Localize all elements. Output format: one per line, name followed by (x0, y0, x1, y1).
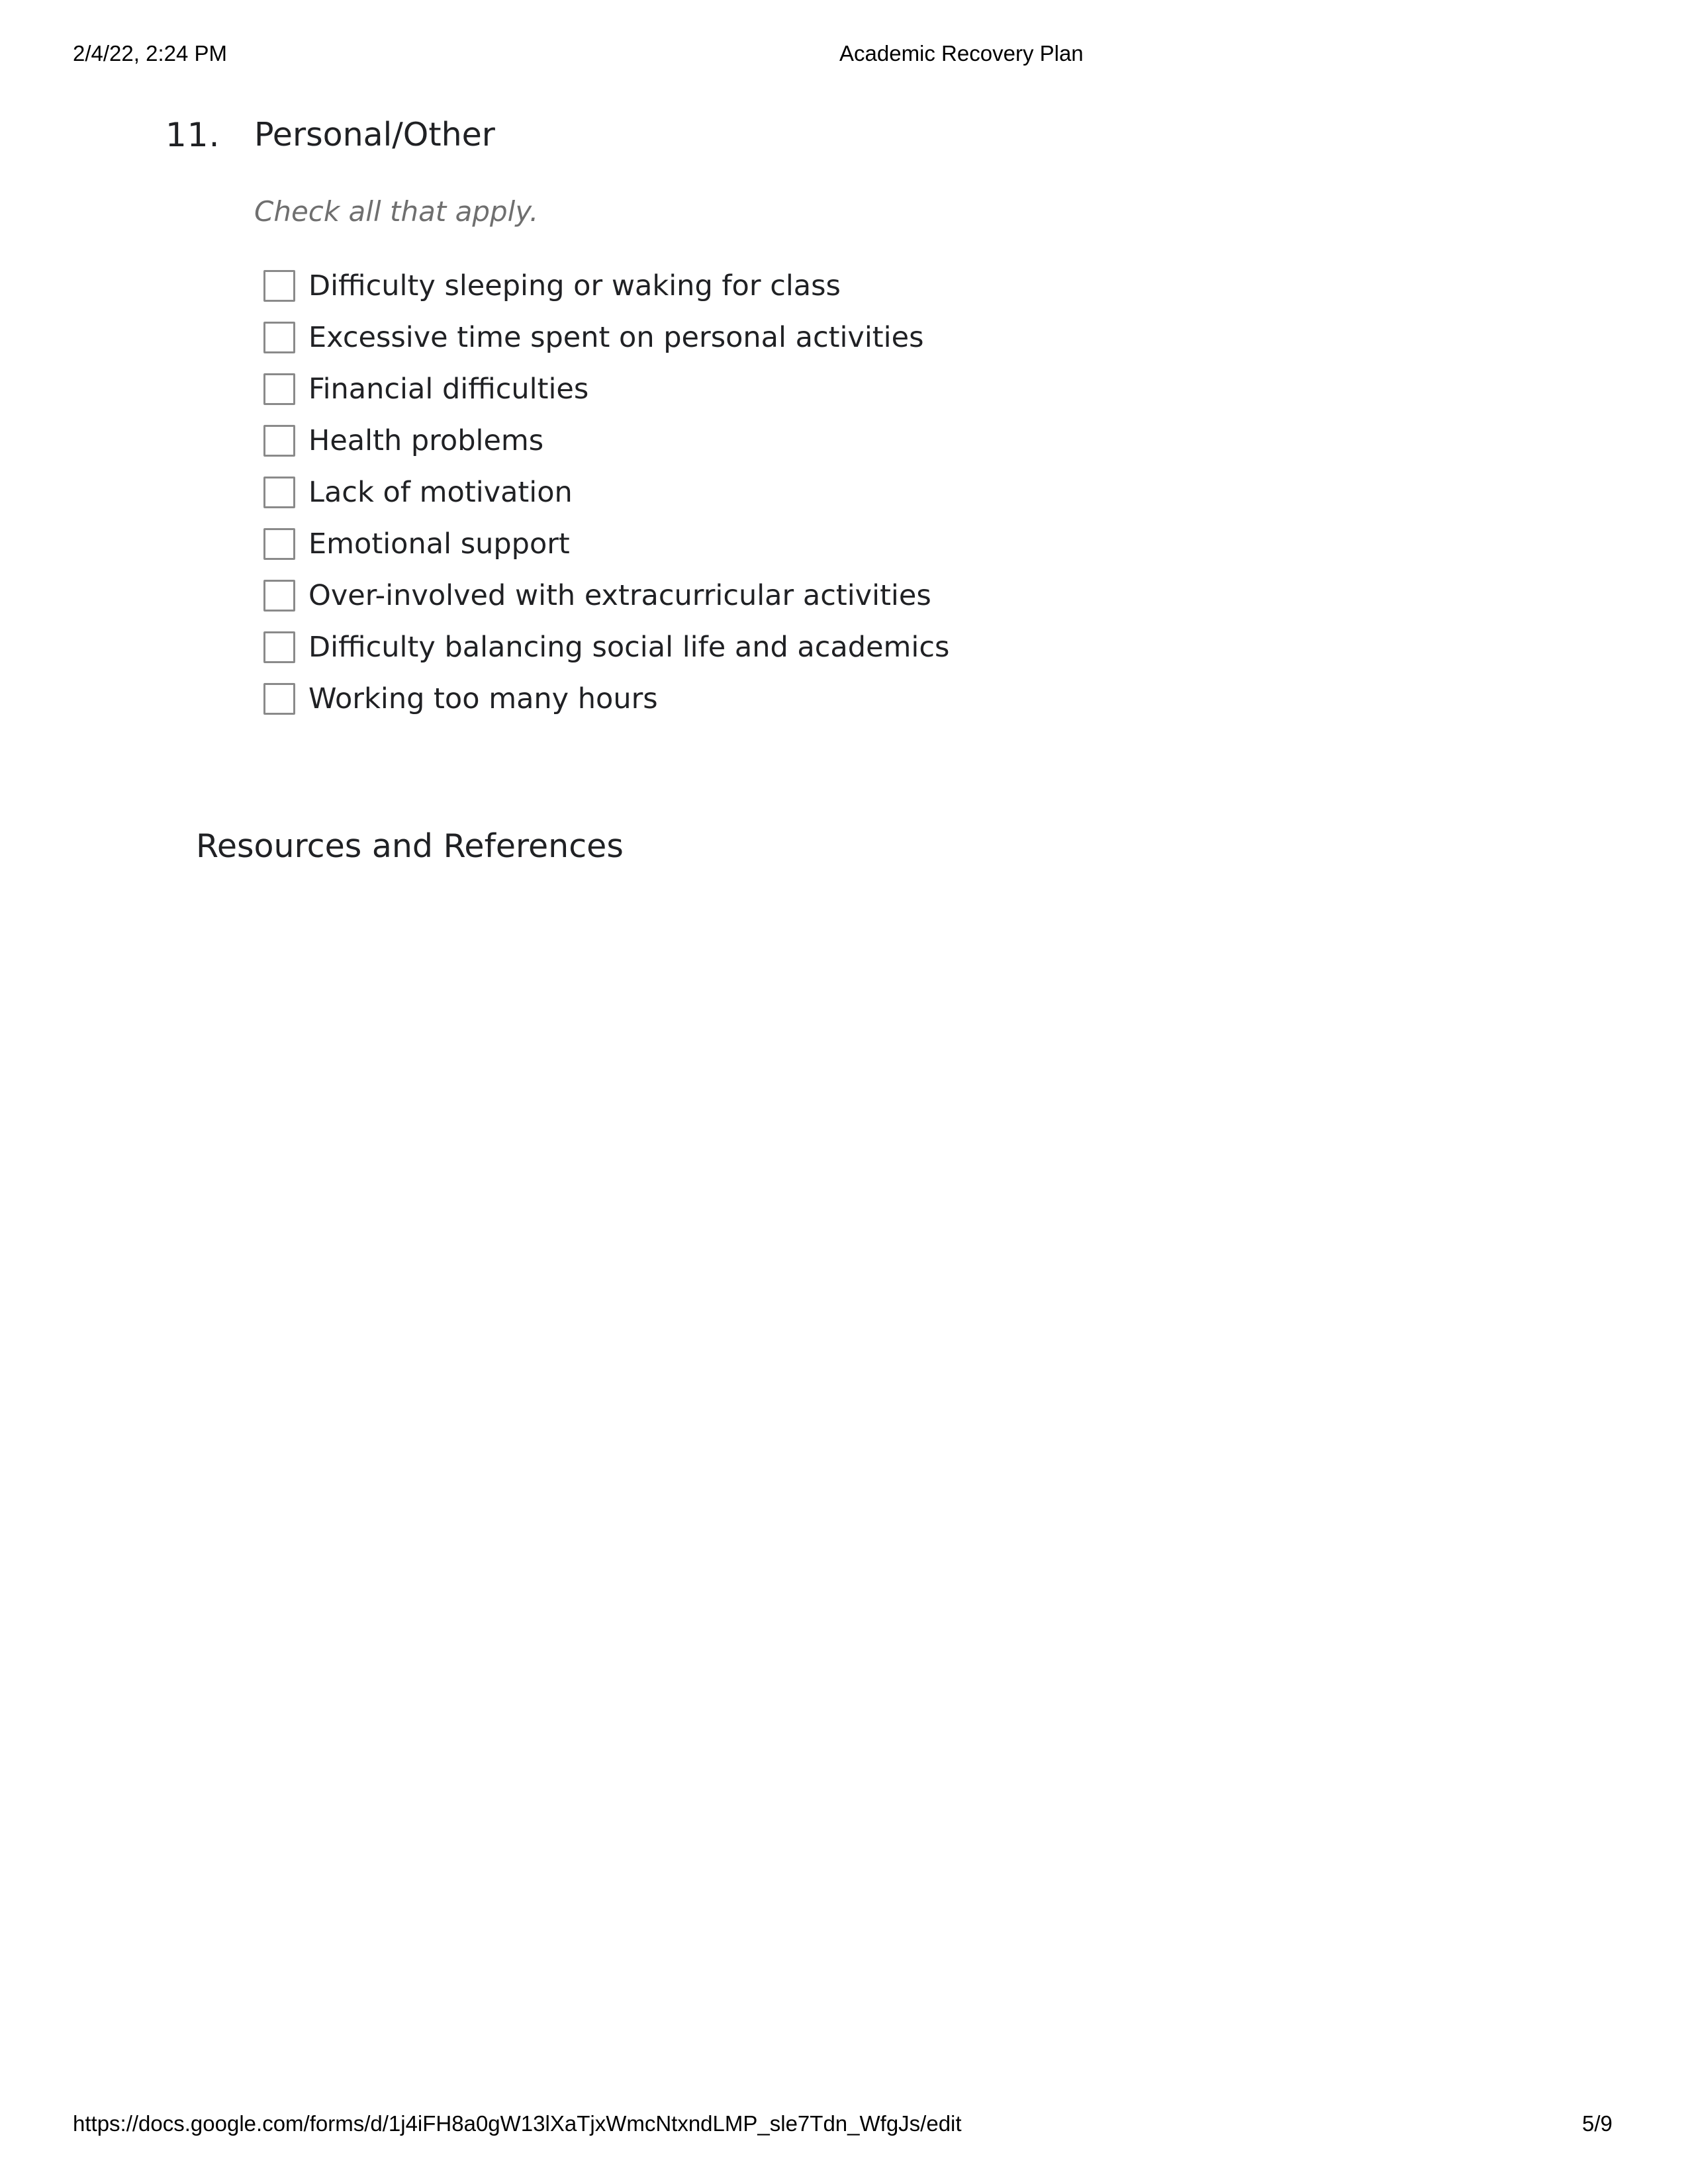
option-difficulty-sleeping[interactable] (263, 260, 949, 312)
option-label: Difficulty sleeping or waking for class (308, 269, 841, 302)
option-health-problems[interactable] (263, 415, 949, 467)
option-label: Lack of motivation (308, 476, 573, 509)
checkbox[interactable] (263, 477, 295, 508)
option-over-involved-extracurricular[interactable] (263, 570, 949, 621)
page-number: 5/9 (1582, 2111, 1613, 2136)
print-document-title: Academic Recovery Plan (839, 41, 1084, 66)
option-difficulty-balancing[interactable] (263, 621, 949, 673)
checkbox[interactable] (263, 425, 295, 457)
print-date-time: 2/4/22, 2:24 PM (73, 41, 227, 66)
option-label: Difficulty balancing social life and academics (308, 631, 950, 664)
checkbox-options-list (263, 260, 949, 725)
option-working-too-many-hours[interactable] (263, 673, 949, 725)
checkbox[interactable] (263, 528, 295, 560)
checkbox[interactable] (263, 580, 295, 612)
checkbox[interactable] (263, 631, 295, 663)
question-title: Personal/Other (254, 116, 495, 154)
checkbox[interactable] (263, 683, 295, 715)
checkbox[interactable] (263, 322, 295, 353)
question-hint: Check all that apply. (254, 195, 539, 228)
option-excessive-time-personal[interactable] (263, 312, 949, 363)
option-label: Health problems (308, 424, 544, 457)
option-label: Excessive time spent on personal activities (308, 321, 924, 354)
option-label: Emotional support (308, 527, 570, 561)
checkbox[interactable] (263, 373, 295, 405)
checkbox[interactable] (263, 270, 295, 302)
option-emotional-support[interactable] (263, 518, 949, 570)
print-url: https://docs.google.com/forms/d/1j4iFH8a0gW13lXaTjxWmcNtxndLMP_sle7Tdn_WfgJs/edit (73, 2111, 962, 2136)
option-financial-difficulties[interactable] (263, 363, 949, 415)
option-label: Financial difficulties (308, 373, 589, 406)
section-title-resources: Resources and References (196, 827, 624, 865)
question-number: 11. (165, 116, 220, 154)
option-label: Over-involved with extracurricular activities (308, 579, 931, 612)
option-label: Working too many hours (308, 682, 658, 715)
option-lack-of-motivation[interactable] (263, 467, 949, 518)
